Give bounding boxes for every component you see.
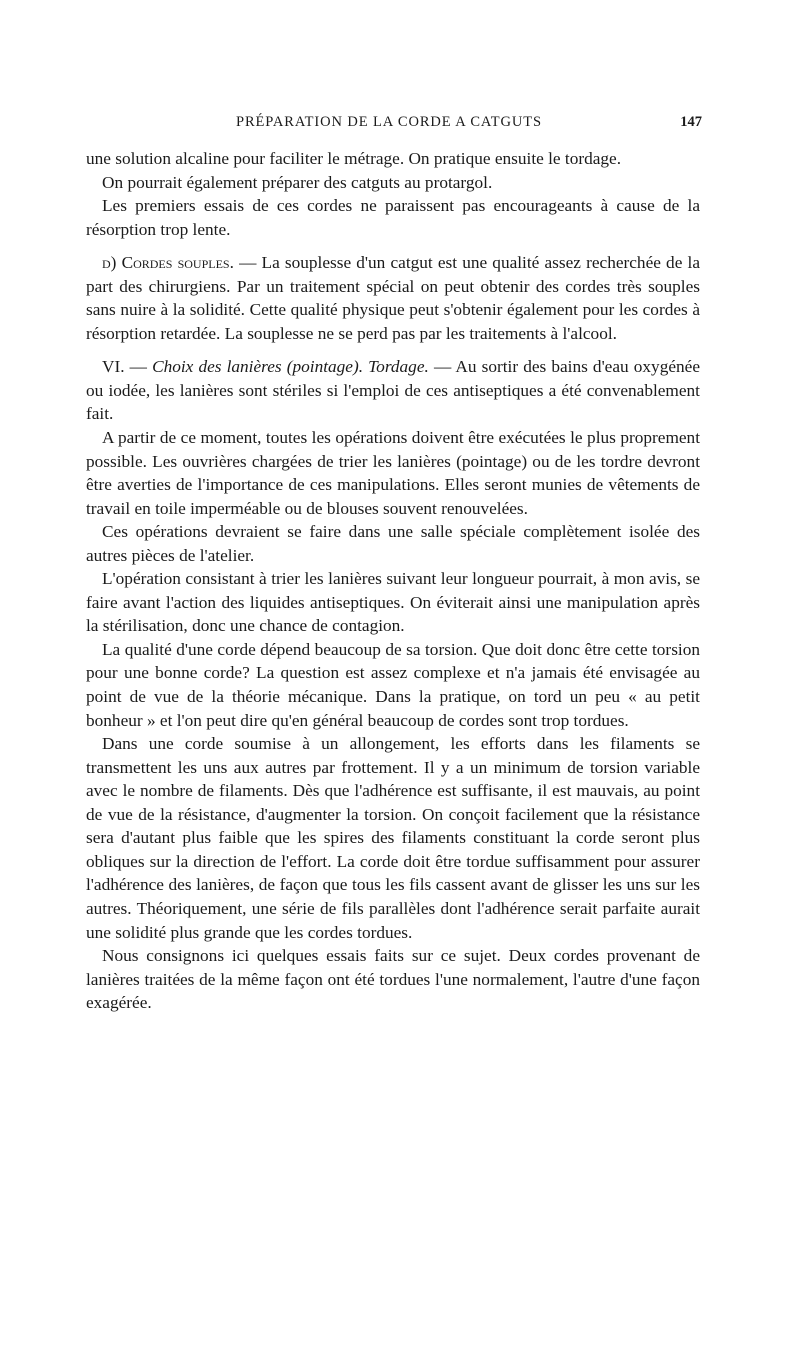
section-label: VI. — bbox=[102, 357, 153, 377]
paragraph: Dans une corde soumise à un allongement, les efforts dans les filaments se transmettent les uns aux autres par frottement. Il y a un minimum de torsion variable avec le nombre de filaments. Dès que l'adhérence est suffisante, il est mauvais, au point de vue de la résistance, d'augmenter la torsion. On conçoit facilement que la résistance sera d'autant plus faible que les spires des filaments constituant la corde seront plus obliques sur la direction de l'effort. La corde doit être tordue suffisamment pour assurer l'adhérence des lanières, de façon que tous les fils cassent avant de glisser les uns sur les autres. Théoriquement, une série de fils parallèles dont l'adhérence serait parfaite aurait une solidité plus grande que les cordes tordues. bbox=[86, 734, 700, 942]
paragraph: Ces opérations devraient se faire dans une salle spéciale complètement isolée des autres pièces de l'atelier. bbox=[86, 522, 700, 565]
paragraph: A partir de ce moment, toutes les opérations doivent être exécutées le plus proprement possible. Les ouvrières chargées de trier les lanières (pointage) ou de les tordre devront être averties de l'importance de ces manipulations. Elles seront munies de vêtements de travail en toile imperméable ou de blouses souvent renouvelées. bbox=[86, 428, 700, 518]
paragraph: L'opération consistant à trier les lanières suivant leur longueur pourrait, à mon avis, se faire avant l'action des liquides antiseptiques. On éviterait ainsi une manipulation après la stérilisation, donc une chance de contagion. bbox=[86, 569, 700, 636]
section-d-paragraph: d) Cordes souples. — La souplesse d'un catgut est une qualité assez recherchée de la part des chirurgiens. Par un traitement spécial on peut obtenir des cordes très souples sans nuire à la solidité. Cette qualité physique peut s'obtenir également pour les cordes à résorption retardée. La souplesse ne se perd pas par les traitements à l'alcool. bbox=[86, 253, 700, 343]
paragraph: une solution alcaline pour faciliter le métrage. On pratique ensuite le tordage. bbox=[86, 149, 622, 168]
page-number: 147 bbox=[680, 114, 702, 130]
paragraph: On pourrait également préparer des catguts au protargol. bbox=[102, 172, 493, 192]
section-label: d) Cordes souples. bbox=[102, 253, 234, 273]
paragraph: La qualité d'une corde dépend beaucoup de sa torsion. Que doit donc être cette torsion pour une bonne corde? La question est assez complexe et n'a jamais été envisagée au point de vue de la théorie mécanique. Dans la pratique, on tord un peu « au petit bonheur » et l'on peut dire qu'en général beaucoup de cordes sont trop tordues. bbox=[86, 639, 700, 730]
paragraph: Nous consignons ici quelques essais faits sur ce sujet. Deux cordes provenant de lanières traitées de la même façon ont été tordues l'une normalement, l'autre d'une façon exagérée. bbox=[86, 946, 700, 1013]
header-title: PRÉPARATION DE LA CORDE A CATGUTS bbox=[236, 114, 542, 130]
running-header bbox=[86, 114, 702, 136]
section-vi-paragraph: VI. — Choix des lanières (pointage). Tordage. — Au sortir des bains d'eau oxygénée ou iodée, les lanières sont stériles si l'emploi de ces antiseptiques a été convenablement fait. bbox=[86, 357, 700, 424]
section-title: Choix des lanières (pointage). Tordage. bbox=[152, 357, 429, 377]
paragraph: Les premiers essais de ces cordes ne paraissent pas encourageants à cause de la résorption trop lente. bbox=[86, 196, 700, 239]
page-body bbox=[86, 147, 700, 1015]
